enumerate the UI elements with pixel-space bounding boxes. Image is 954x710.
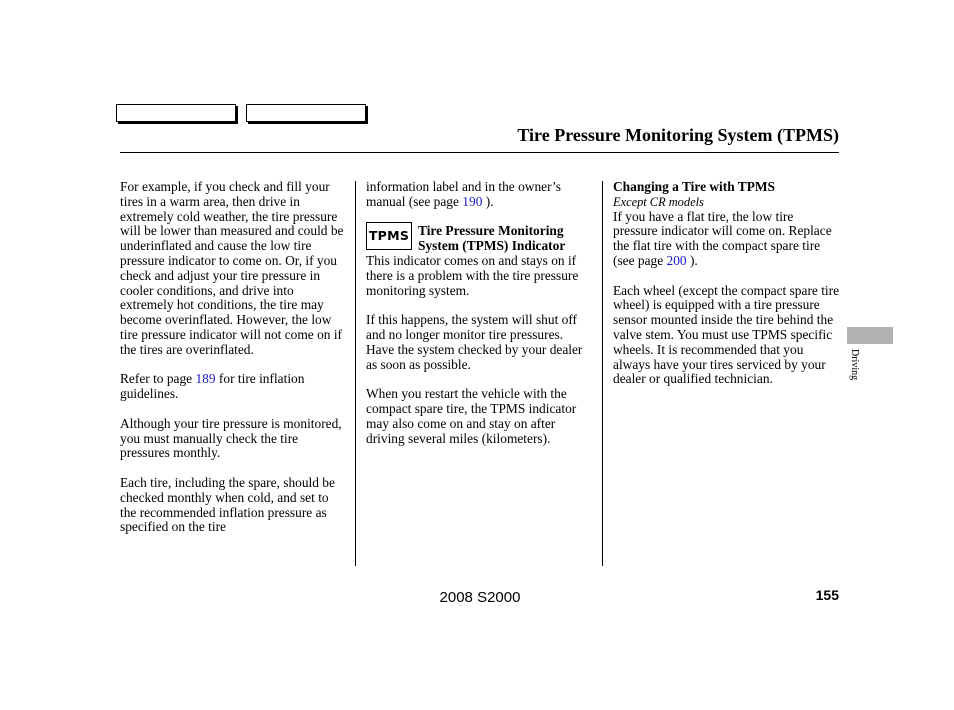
paragraph: Although your tire pressure is monitored, you must manually check the tire pressures monthly. [120, 415, 342, 461]
right-column [613, 180, 841, 387]
page-link-190[interactable]: 190 [462, 193, 483, 209]
section-tab-label: Driving [849, 349, 860, 381]
paragraph: If you have a flat tire, the low tire pressure indicator will come on. Replace the flat tire with the compact spare tire (see page 200 ). [613, 208, 832, 268]
page-link-200[interactable]: 200 [666, 252, 687, 268]
left-column [120, 180, 348, 535]
tpms-indicator-icon: TPMS [366, 222, 412, 250]
page-number: 155 [815, 587, 839, 603]
paragraph: information label and in the owner’s manual (see page 190 ). [366, 179, 561, 209]
title-rule [120, 152, 839, 153]
nav-button-index[interactable] [246, 104, 366, 122]
section-heading: Changing a Tire with TPMS [613, 179, 775, 194]
paragraph: If this happens, the system will shut off and no longer monitor tire pressures. Have the system checked by your dealer as soon as possible. [366, 312, 583, 372]
tpms-indicator-heading [366, 224, 594, 254]
footer-model: 2008 S2000 [439, 589, 521, 606]
paragraph: Each tire, including the spare, should be checked monthly when cold, and set to the recommended inflation pressure as specified on the tire [120, 474, 335, 535]
paragraph: Each wheel (except the compact spare tire wheel) is equipped with a tire pressure sensor mounted inside the tire behind the valve stem. You must use TPMS specific wheels. It is recommended that you always have your tires serviced by your dealer or qualified technician. [613, 282, 840, 387]
paragraph: This indicator comes on and stays on if there is a problem with the tire pressure monitoring system. [366, 252, 579, 298]
section-tab-driving[interactable] [847, 327, 893, 344]
page-title: Tire Pressure Monitoring System (TPMS) [517, 125, 839, 145]
paragraph: When you restart the vehicle with the compact spare tire, the TPMS indicator may also come on and stay on after driving several miles (kilometers). [366, 386, 577, 446]
paragraph: For example, if you check and fill your tires in a warm area, then drive in extremely cold weather, the tire pressure will be lower than measured and could be underinflated and cause the low tire pressure indicator to come on. Or, if you check and adjust your tire pressure in cooler conditions, and drive into extremely hot conditions, the tire may become overinflated. However, the low tire pressure indicator will not come on if the tires are overinflated. [120, 179, 344, 357]
column-divider-1 [355, 181, 356, 566]
nav-button-contents[interactable] [116, 104, 236, 122]
indicator-heading-text: Tire Pressure Monitoring System (TPMS) Indicator [418, 223, 566, 254]
paragraph: Refer to page 189 for tire inflation guidelines. [120, 371, 305, 402]
section-subheading: Except CR models [613, 194, 704, 209]
column-divider-2 [602, 181, 603, 566]
middle-column [366, 180, 594, 446]
page-link-189[interactable]: 189 [195, 371, 216, 387]
